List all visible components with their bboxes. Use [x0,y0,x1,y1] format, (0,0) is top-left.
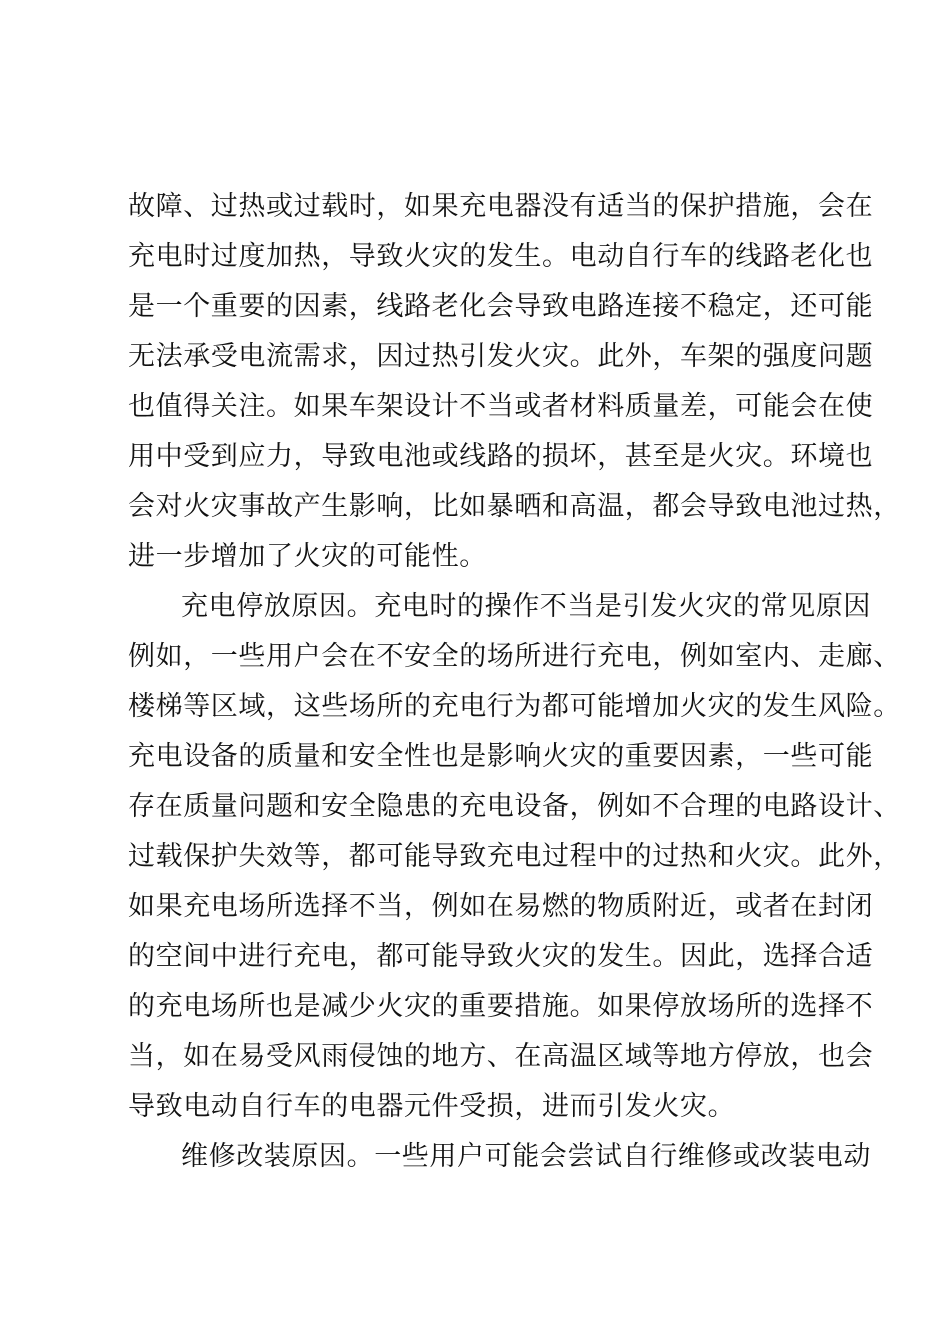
text-line: 会对火灾事故产生影响，比如暴晒和高温，都会导致电池过热， [128,491,901,522]
text-line: 进一步增加了火灾的可能性。 [128,541,487,572]
text-line: 导致电动自行车的电器元件受损，进而引发火灾。 [128,1091,736,1122]
paragraph-start-line: 充电停放原因。充电时的操作不当是引发火灾的常见原因 [181,591,871,622]
text-line: 充电设备的质量和安全性也是影响火灾的重要因素，一些可能 [128,741,874,772]
body-text [128,182,901,1182]
text-line: 无法承受电流需求，因过热引发火灾。此外，车架的强度问题 [128,341,874,372]
text-line: 也值得关注。如果车架设计不当或者材料质量差，可能会在使 [128,391,874,422]
text-line: 充电时过度加热，导致火灾的发生。电动自行车的线路老化也 [128,241,874,272]
text-line: 楼梯等区域，这些场所的充电行为都可能增加火灾的发生风险。 [128,691,901,722]
text-line: 存在质量问题和安全隐患的充电设备，例如不合理的电路设计、 [128,791,901,822]
paragraph-start-line: 维修改装原因。一些用户可能会尝试自行维修或改装电动 [181,1141,871,1172]
text-line: 是一个重要的因素，线路老化会导致电路连接不稳定，还可能 [128,291,874,322]
text-line: 过载保护失效等，都可能导致充电过程中的过热和火灾。此外， [128,841,901,872]
text-line: 如果充电场所选择不当，例如在易燃的物质附近，或者在封闭 [128,891,874,922]
text-line: 用中受到应力，导致电池或线路的损坏，甚至是火灾。环境也 [128,441,874,472]
text-line: 例如，一些用户会在不安全的场所进行充电，例如室内、走廊、 [128,641,901,672]
text-line: 故障、过热或过载时，如果充电器没有适当的保护措施，会在 [128,191,874,222]
text-line: 当，如在易受风雨侵蚀的地方、在高温区域等地方停放，也会 [128,1041,874,1072]
text-line: 的充电场所也是减少火灾的重要措施。如果停放场所的选择不 [128,991,874,1022]
text-line: 的空间中进行充电，都可能导致火灾的发生。因此，选择合适 [128,941,874,972]
